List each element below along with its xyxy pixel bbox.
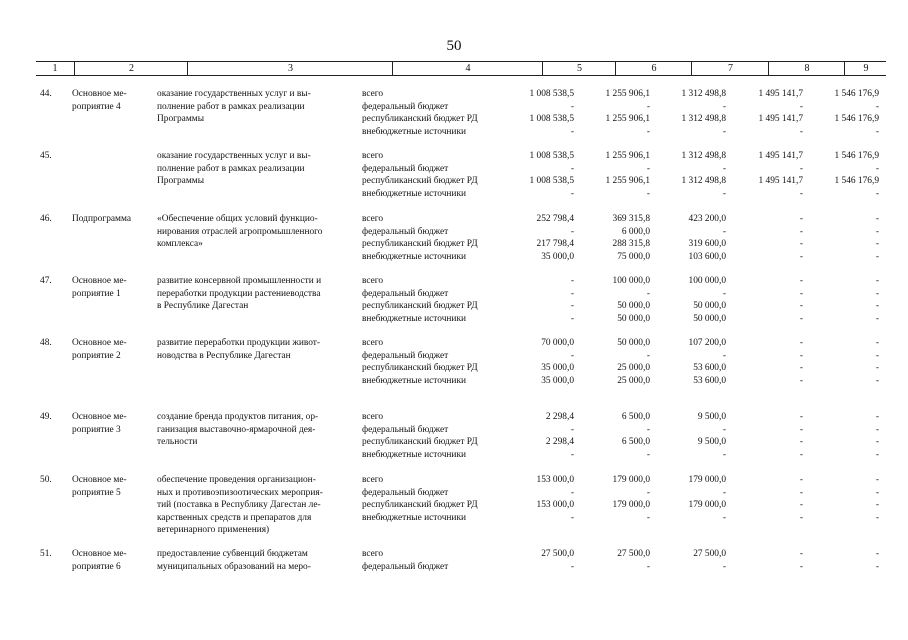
amount-value: 1 312 498,8 (681, 151, 726, 161)
amount-value: 9 500,0 (697, 412, 726, 422)
amount-column (789, 548, 879, 573)
amount-value: - (875, 424, 879, 435)
amount-value: - (799, 188, 803, 199)
row-number: 51. (40, 549, 52, 559)
amount-value: - (875, 313, 879, 324)
amount-value: - (875, 512, 879, 523)
amount-value: - (875, 163, 879, 174)
amount-value: - (570, 313, 574, 324)
funding-source: республиканский бюджет РД (362, 239, 478, 249)
row-number: 44. (40, 89, 52, 99)
amount-value: - (570, 487, 574, 498)
amount-value: - (722, 561, 726, 572)
amount-value: - (799, 313, 803, 324)
measure-type: Основное ме- роприятие 3 (72, 412, 127, 435)
amount-value: - (799, 375, 803, 386)
funding-source: всего (362, 549, 384, 559)
column-header: 6 (615, 62, 692, 75)
funding-source: республиканский бюджет РД (362, 176, 478, 186)
amount-value: 2 298,4 (545, 437, 574, 447)
amount-value: 107 200,0 (688, 338, 726, 348)
amount-value: - (646, 188, 650, 199)
amount-value: 25 000,0 (617, 363, 650, 373)
amount-column (789, 88, 879, 138)
amount-value: 1 255 906,1 (605, 176, 650, 186)
column-header: 7 (691, 62, 769, 75)
amount-value: 35 000,0 (541, 251, 574, 262)
amount-value: - (875, 214, 879, 224)
amount-value: - (799, 549, 803, 559)
amount-value: - (799, 288, 803, 299)
amount-value: 369 315,8 (612, 214, 650, 224)
amount-value: - (875, 375, 879, 386)
amount-value: - (722, 449, 726, 460)
amount-value: 9 500,0 (697, 437, 726, 447)
amount-value: 153 000,0 (536, 500, 574, 510)
funding-source: всего (362, 475, 384, 485)
measure-description: оказание государственных услуг и вы- полнение работ в рамках реализации Программы (157, 151, 311, 186)
funding-source: всего (362, 89, 384, 99)
measure-description: создание бренда продуктов питания, ор- ганизация выставочно-ярмарочной дея- тельности (157, 412, 319, 447)
funding-source: всего (362, 338, 384, 348)
amount-value: 1 546 176,9 (834, 176, 879, 186)
amount-column (789, 275, 879, 325)
row-number: 48. (40, 338, 52, 348)
amount-value: 217 798,4 (536, 239, 574, 249)
amount-value: 50 000,0 (617, 338, 650, 348)
amount-value: - (875, 101, 879, 112)
amount-value: 1 312 498,8 (681, 89, 726, 99)
funding-source: республиканский бюджет РД (362, 437, 478, 447)
amount-value: - (570, 301, 574, 311)
amount-value: 53 600,0 (693, 375, 726, 386)
amount-value: - (875, 338, 879, 348)
amount-value: - (722, 424, 726, 435)
amount-column (789, 474, 879, 524)
amount-value: - (799, 276, 803, 286)
amount-value: 6 000,0 (621, 226, 650, 237)
amount-value: - (875, 449, 879, 460)
amount-value: 179 000,0 (612, 475, 650, 485)
amount-value: - (570, 449, 574, 460)
amount-value: 1 546 176,9 (834, 151, 879, 161)
amount-value: 179 000,0 (612, 500, 650, 510)
amount-value: - (570, 424, 574, 435)
amount-value: - (875, 288, 879, 299)
row-number: 46. (40, 214, 52, 224)
amount-value: 25 000,0 (617, 375, 650, 386)
amount-value: 153 000,0 (536, 475, 574, 485)
measure-description: «Обеспечение общих условий функцио- нирования отраслей агропромышленного комплекса» (157, 214, 323, 249)
amount-value: 27 500,0 (617, 549, 650, 559)
measure-type: Основное ме- роприятие 1 (72, 276, 127, 299)
amount-value: 1 312 498,8 (681, 114, 726, 124)
amount-value: - (799, 101, 803, 112)
funding-source: федеральный бюджет (362, 226, 449, 237)
amount-value: - (722, 188, 726, 199)
measure-type: Основное ме- роприятие 6 (72, 549, 127, 572)
amount-value: - (646, 288, 650, 299)
amount-value: 179 000,0 (688, 500, 726, 510)
amount-value: - (799, 214, 803, 224)
row-number: 47. (40, 276, 52, 286)
amount-value: 1 008 538,5 (529, 89, 574, 99)
amount-value: - (646, 487, 650, 498)
amount-value: - (646, 424, 650, 435)
amount-value: 423 200,0 (688, 214, 726, 224)
table-header (36, 61, 886, 76)
measure-description: развитие переработки продукции живот- новодства в Республике Дагестан (157, 338, 321, 361)
amount-value: - (570, 188, 574, 199)
column-header: 8 (768, 62, 845, 75)
column-header: 2 (74, 62, 188, 75)
amount-value: - (799, 163, 803, 174)
funding-source: внебюджетные источники (362, 375, 467, 386)
funding-source: республиканский бюджет РД (362, 114, 478, 124)
amount-value: - (875, 226, 879, 237)
funding-source: внебюджетные источники (362, 449, 467, 460)
amount-value: - (875, 126, 879, 137)
amount-value: - (875, 363, 879, 373)
measure-type: Основное ме- роприятие 4 (72, 89, 127, 112)
amount-value: - (875, 350, 879, 361)
funding-source: всего (362, 151, 384, 161)
amount-value: - (570, 126, 574, 137)
funding-source: всего (362, 276, 384, 286)
amount-value: - (875, 239, 879, 249)
page-number: 50 (446, 38, 462, 54)
row-number: 50. (40, 475, 52, 485)
column-header: 9 (844, 62, 887, 75)
column-header: 4 (392, 62, 543, 75)
row-number: 45. (40, 151, 52, 161)
funding-source: федеральный бюджет (362, 101, 449, 112)
amount-value: 100 000,0 (612, 276, 650, 286)
amount-value: - (722, 512, 726, 523)
amount-value: 1 495 141,7 (758, 176, 803, 186)
amount-column (789, 337, 879, 387)
amount-value: - (875, 561, 879, 572)
amount-value: - (799, 239, 803, 249)
funding-source: республиканский бюджет РД (362, 363, 478, 373)
amount-value: 27 500,0 (541, 549, 574, 559)
amount-value: - (875, 412, 879, 422)
amount-value: - (875, 437, 879, 447)
amount-column (789, 213, 879, 263)
amount-value: - (570, 288, 574, 299)
amount-value: 1 312 498,8 (681, 176, 726, 186)
amount-value: 27 500,0 (693, 549, 726, 559)
amount-value: - (646, 126, 650, 137)
amount-value: 1 255 906,1 (605, 89, 650, 99)
funding-source: всего (362, 412, 384, 422)
amount-value: 1 008 538,5 (529, 151, 574, 161)
amount-value: - (799, 437, 803, 447)
measure-description: предоставление субвенций бюджетам муниципальных образований на меро- (157, 549, 311, 572)
measure-description: обеспечение проведения организацион- ных и противоэпизоотических мероприя- тий (поставка в Республику Дагестан ле- карственных средств и препаратов для ветеринарного применения) (157, 475, 323, 535)
amount-value: - (799, 512, 803, 523)
amount-value: 6 500,0 (621, 412, 650, 422)
amount-value: 50 000,0 (693, 301, 726, 311)
amount-value: 1 546 176,9 (834, 114, 879, 124)
amount-value: 252 798,4 (536, 214, 574, 224)
amount-value: 53 600,0 (693, 363, 726, 373)
amount-value: 1 008 538,5 (529, 114, 574, 124)
amount-value: 1 255 906,1 (605, 114, 650, 124)
funding-source: федеральный бюджет (362, 163, 449, 174)
amount-value: 35 000,0 (541, 363, 574, 373)
amount-value: - (799, 251, 803, 262)
amount-value: - (875, 500, 879, 510)
amount-value: - (875, 301, 879, 311)
amount-value: 1 255 906,1 (605, 151, 650, 161)
funding-source: республиканский бюджет РД (362, 500, 478, 510)
funding-source: внебюджетные источники (362, 251, 467, 262)
amount-value: - (799, 338, 803, 348)
amount-value: - (799, 412, 803, 422)
amount-value: - (722, 126, 726, 137)
amount-column (789, 411, 879, 461)
amount-value: 1 495 141,7 (758, 151, 803, 161)
amount-value: - (722, 350, 726, 361)
amount-value: - (799, 226, 803, 237)
amount-value: - (799, 449, 803, 460)
amount-value: - (799, 350, 803, 361)
amount-value: - (875, 487, 879, 498)
funding-source: федеральный бюджет (362, 424, 449, 435)
measure-type: Подпрограмма (72, 214, 132, 224)
amount-value: 100 000,0 (688, 276, 726, 286)
amount-value: - (646, 512, 650, 523)
funding-source: внебюджетные источники (362, 512, 467, 523)
amount-value: - (570, 101, 574, 112)
amount-value: - (646, 163, 650, 174)
amount-value: - (799, 424, 803, 435)
amount-value: 50 000,0 (617, 301, 650, 311)
amount-value: 1 008 538,5 (529, 176, 574, 186)
amount-value: - (722, 163, 726, 174)
amount-value: - (646, 449, 650, 460)
amount-value: - (646, 350, 650, 361)
amount-value: 70 000,0 (541, 338, 574, 348)
amount-value: - (875, 251, 879, 262)
funding-source: внебюджетные источники (362, 126, 467, 137)
amount-column (789, 150, 879, 200)
amount-value: 288 315,8 (612, 239, 650, 249)
measure-description: развитие консервной промышленности и переработки продукции растениеводства в Республике Дагестан (157, 276, 322, 311)
amount-value: 1 495 141,7 (758, 114, 803, 124)
row-number: 49. (40, 412, 52, 422)
funding-source: внебюджетные источники (362, 313, 467, 324)
amount-value: - (722, 101, 726, 112)
amount-value: 1 546 176,9 (834, 89, 879, 99)
amount-value: - (722, 288, 726, 299)
funding-source: республиканский бюджет РД (362, 301, 478, 311)
column-header: 5 (542, 62, 616, 75)
amount-value: 103 600,0 (688, 251, 726, 262)
measure-description: оказание государственных услуг и вы- полнение работ в рамках реализации Программы (157, 89, 311, 124)
amount-value: - (799, 475, 803, 485)
funding-source: федеральный бюджет (362, 288, 449, 299)
amount-value: - (799, 301, 803, 311)
amount-value: - (570, 561, 574, 572)
column-header: 1 (52, 63, 58, 74)
amount-value: - (875, 276, 879, 286)
amount-value: 1 495 141,7 (758, 89, 803, 99)
amount-value: - (570, 163, 574, 174)
amount-value: - (570, 512, 574, 523)
funding-source: всего (362, 214, 384, 224)
amount-value: 6 500,0 (621, 437, 650, 447)
measure-type: Основное ме- роприятие 5 (72, 475, 127, 498)
amount-value: - (570, 276, 574, 286)
amount-value: - (799, 487, 803, 498)
amount-value: 179 000,0 (688, 475, 726, 485)
amount-value: - (799, 500, 803, 510)
amount-value: 50 000,0 (617, 313, 650, 324)
amount-value: 50 000,0 (693, 313, 726, 324)
amount-value: 75 000,0 (617, 251, 650, 262)
amount-value: - (646, 561, 650, 572)
amount-value: - (722, 226, 726, 237)
amount-value: - (570, 226, 574, 237)
amount-value: - (722, 487, 726, 498)
amount-value: 319 600,0 (688, 239, 726, 249)
funding-source: федеральный бюджет (362, 487, 449, 498)
amount-value: - (646, 101, 650, 112)
amount-value: 35 000,0 (541, 375, 574, 386)
amount-value: - (799, 363, 803, 373)
amount-value: - (875, 188, 879, 199)
amount-value: - (875, 475, 879, 485)
funding-source: внебюджетные источники (362, 188, 467, 199)
amount-value: - (799, 126, 803, 137)
amount-value: - (875, 549, 879, 559)
funding-source: федеральный бюджет (362, 561, 449, 572)
amount-value: 2 298,4 (545, 412, 574, 422)
amount-value: - (570, 350, 574, 361)
column-header: 3 (187, 62, 393, 75)
amount-value: - (799, 561, 803, 572)
measure-type: Основное ме- роприятие 2 (72, 338, 127, 361)
funding-source: федеральный бюджет (362, 350, 449, 361)
